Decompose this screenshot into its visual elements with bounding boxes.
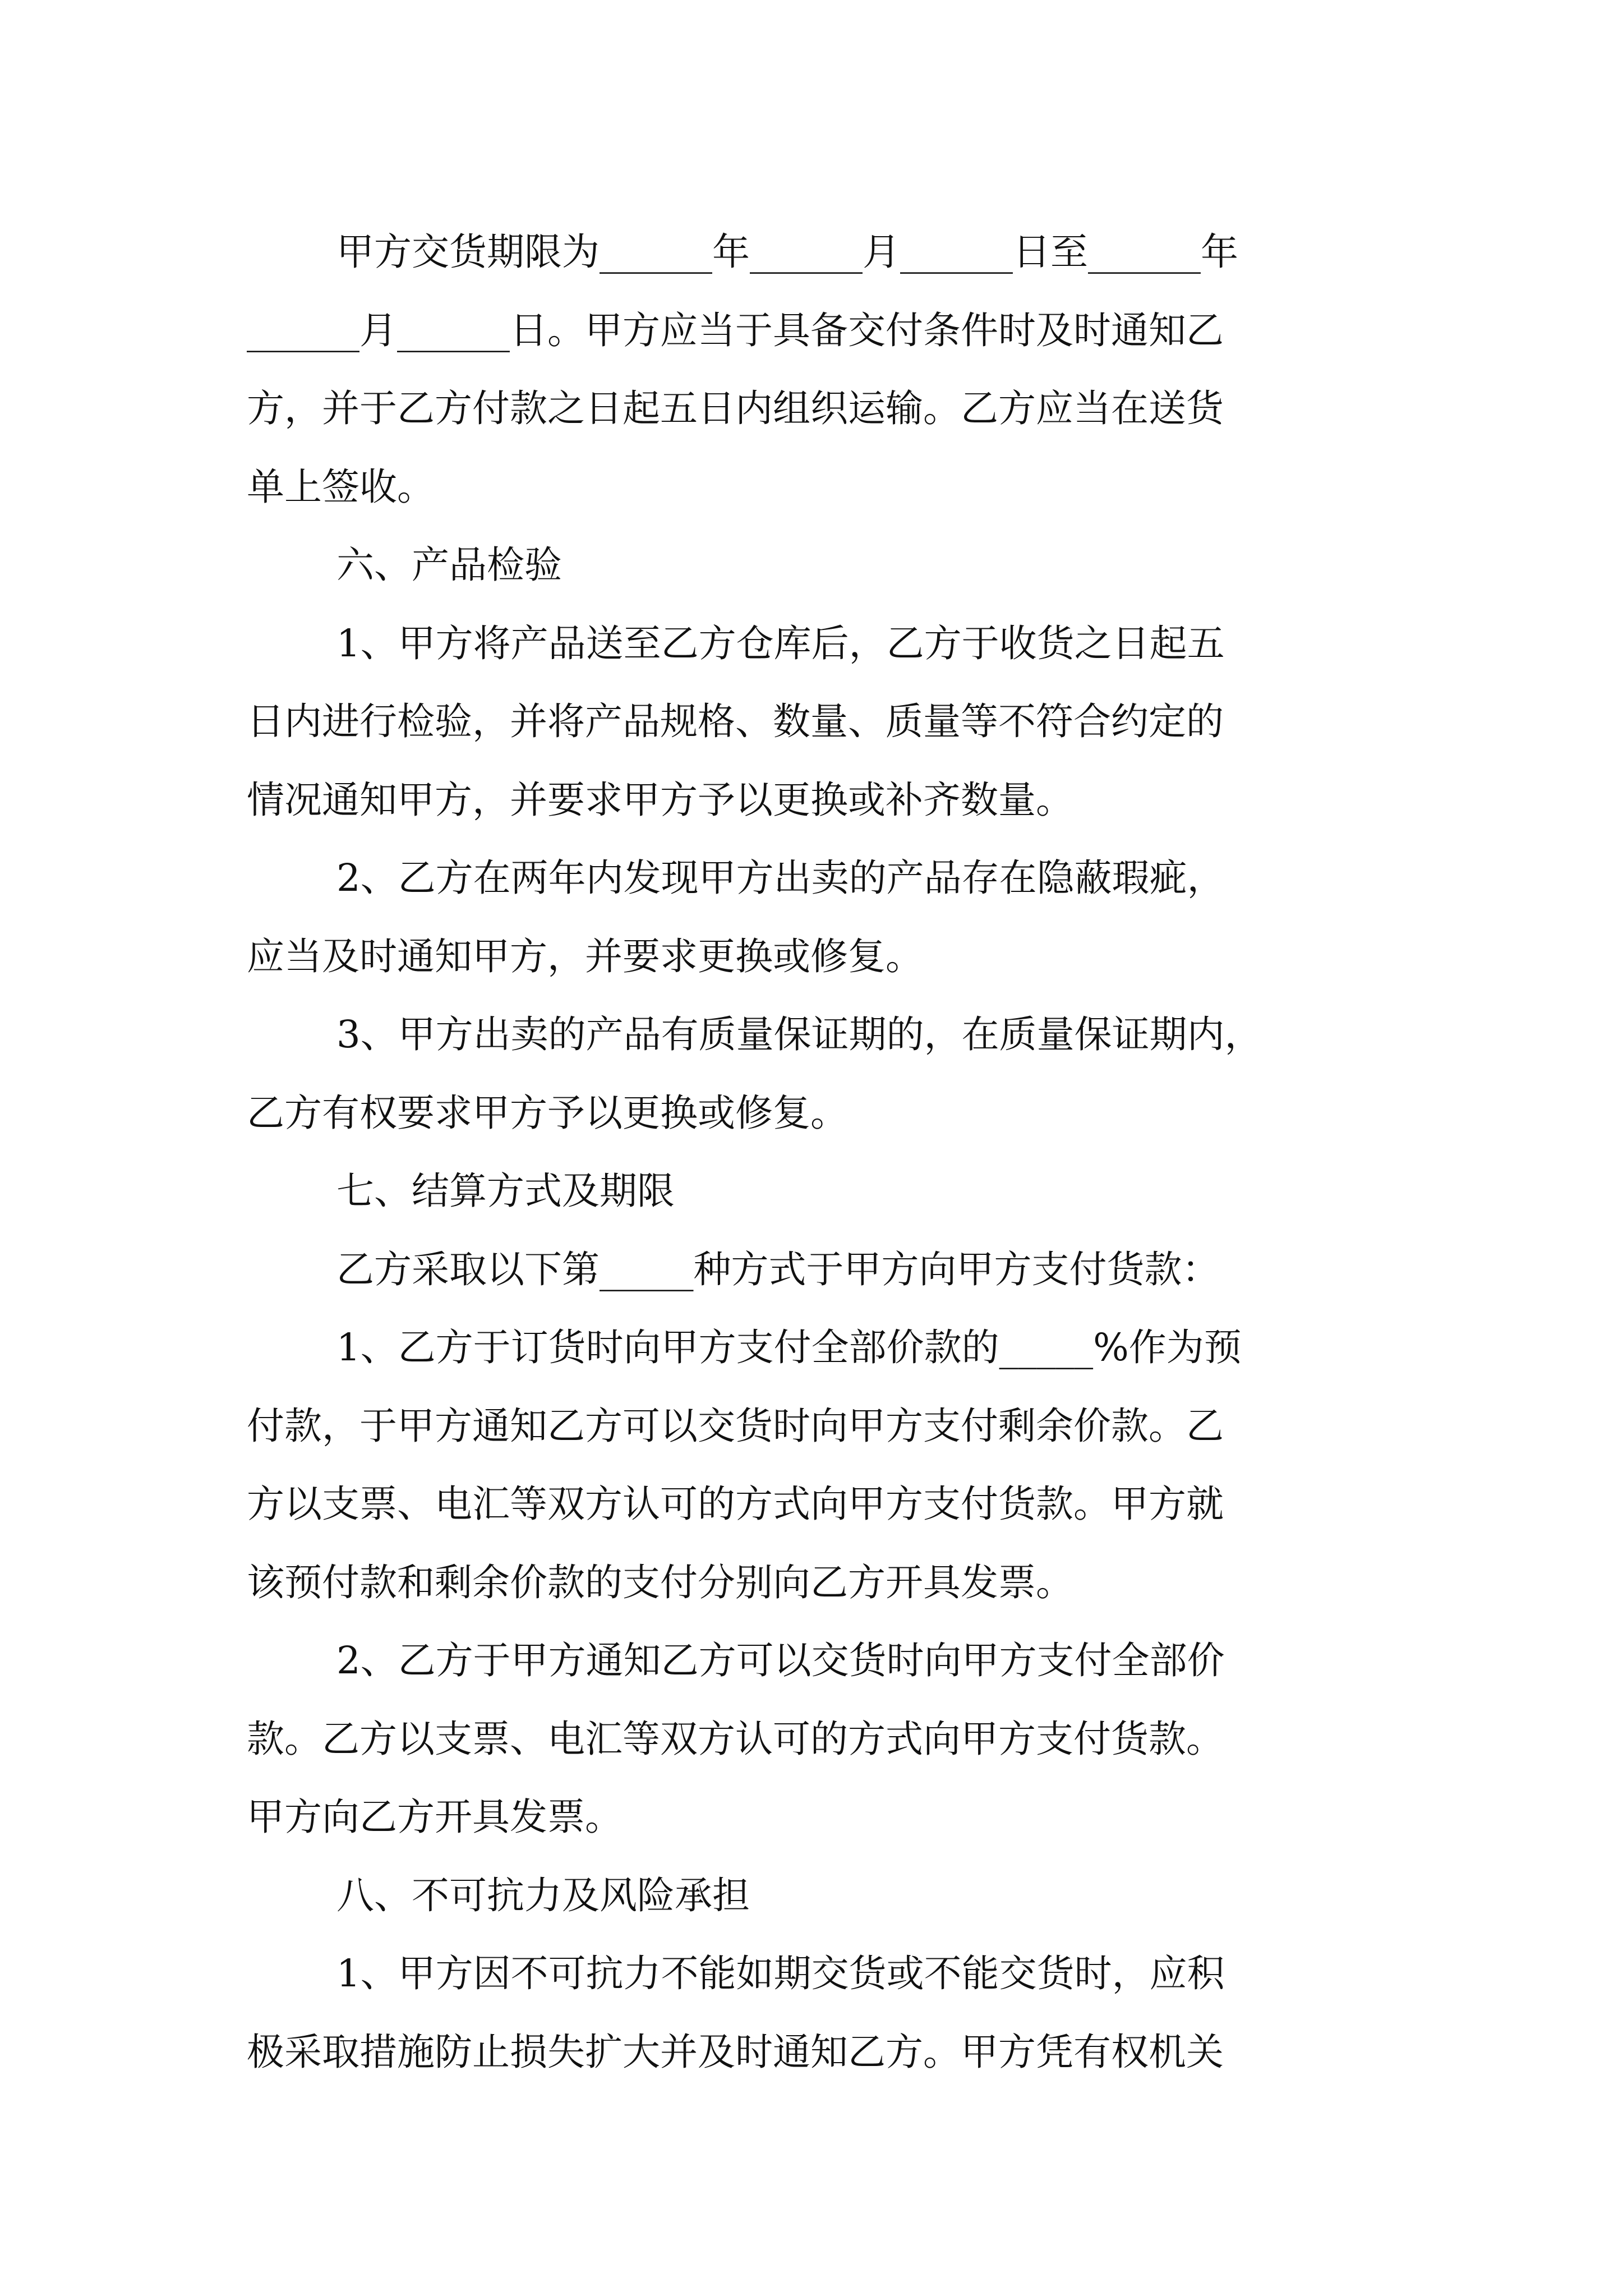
text-line: 款。乙方以支票、电汇等双方认可的方式向甲方支付货款。	[247, 1717, 1224, 1761]
text-line: 八、不可抗力及风险承担	[336, 1873, 750, 1917]
text-line: 1、甲方将产品送至乙方仓库后，乙方于收货之日起五	[336, 621, 1225, 665]
document-page	[247, 213, 1374, 2091]
text-line: 甲方交货期限为______年______月______日至______年	[336, 230, 1238, 274]
text-line: 该预付款和剩余价款的支付分别向乙方开具发票。	[247, 1560, 1073, 1604]
text-line: 付款，于甲方通知乙方可以交货时向甲方支付剩余价款。乙	[247, 1404, 1224, 1448]
text-line: 方，并于乙方付款之日起五日内组织运输。乙方应当在送货	[247, 386, 1224, 430]
text-line: 七、结算方式及期限	[336, 1169, 675, 1213]
text-line: 方以支票、电汇等双方认可的方式向甲方支付货款。甲方就	[247, 1482, 1224, 1526]
text-line: 2、乙方于甲方通知乙方可以交货时向甲方支付全部价	[336, 1639, 1225, 1682]
text-line: 日内进行检验，并将产品规格、数量、质量等不符合约定的	[247, 700, 1224, 743]
text-line: 3、甲方出卖的产品有质量保证期的，在质量保证期内，	[336, 1013, 1262, 1056]
text-line: ______月______日。甲方应当于具备交付条件时及时通知乙	[247, 308, 1224, 352]
text-line: 乙方有权要求甲方予以更换或修复。	[247, 1091, 848, 1135]
text-line: 1、乙方于订货时向甲方支付全部价款的_____%作为预	[336, 1326, 1242, 1369]
text-line: 乙方采取以下第_____种方式于甲方向甲方支付货款：	[336, 1247, 1220, 1291]
text-line: 1、甲方因不可抗力不能如期交货或不能交货时，应积	[336, 1952, 1225, 1995]
text-line: 2、乙方在两年内发现甲方出卖的产品存在隐蔽瑕疵，	[336, 856, 1225, 900]
text-line: 情况通知甲方，并要求甲方予以更换或补齐数量。	[247, 777, 1073, 822]
text-line: 应当及时通知甲方，并要求更换或修复。	[247, 934, 923, 978]
text-line: 单上签收。	[247, 464, 435, 509]
text-line: 甲方向乙方开具发票。	[247, 1795, 623, 1839]
text-line: 六、产品检验	[336, 543, 562, 587]
text-line: 极采取措施防止损失扩大并及时通知乙方。甲方凭有权机关	[247, 2030, 1224, 2074]
